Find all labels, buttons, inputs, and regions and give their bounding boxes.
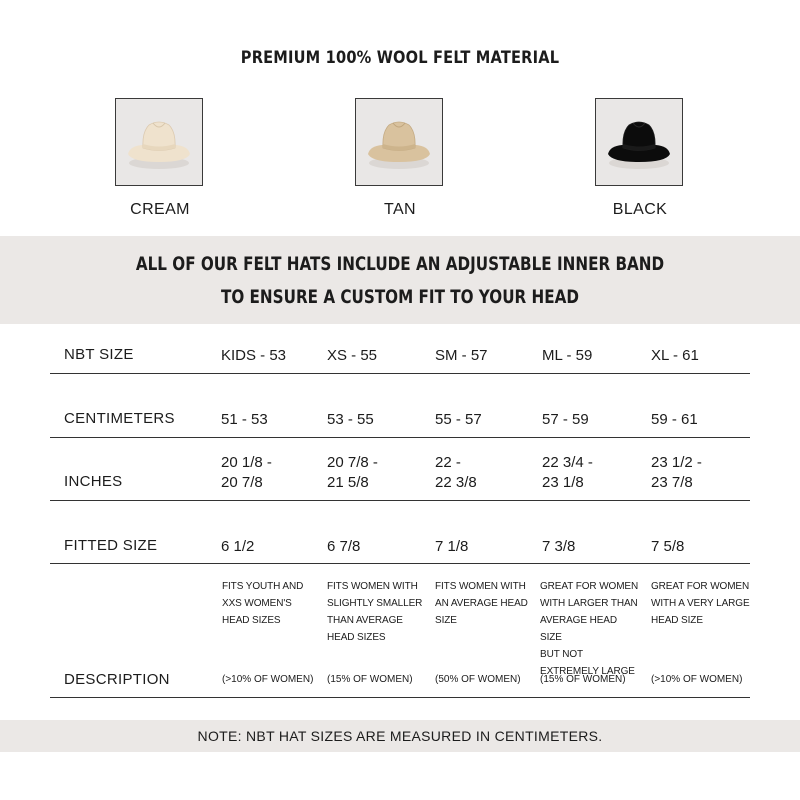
cell-nbt-size-xl: XL - 61	[651, 347, 699, 364]
row-label-description: DESCRIPTION	[64, 671, 170, 688]
fit-info-line-1: ALL OF OUR FELT HATS INCLUDE AN ADJUSTABLE INNER BAND	[135, 253, 665, 275]
fit-info-line-2: TO ENSURE A CUSTOM FIT TO YOUR HEAD	[220, 286, 580, 308]
cell-in-kids: 20 1/8 - 20 7/8	[221, 454, 272, 491]
cell-fit-xl: 7 5/8	[651, 538, 685, 555]
desc-ml: GREAT FOR WOMEN WITH LARGER THAN AVERAGE HEAD SIZE BUT NOT EXTREMELY LARGE	[540, 581, 639, 677]
cell-fit-ml: 7 3/8	[542, 538, 576, 555]
cell-in-sm: 22 - 22 3/8	[435, 454, 477, 491]
swatch-cream[interactable]	[115, 98, 203, 186]
cell-in-xl: 23 1/2 - 23 7/8	[651, 454, 702, 491]
note-text: NOTE: NBT HAT SIZES ARE MEASURED IN CENTIMETERS.	[197, 728, 603, 744]
swatch-tan[interactable]	[355, 98, 443, 186]
cell-nbt-size-ml: ML - 59	[542, 347, 593, 364]
table-divider	[50, 500, 750, 501]
swatch-black[interactable]	[595, 98, 683, 186]
table-divider	[50, 697, 750, 698]
cell-nbt-size-xs: XS - 55	[327, 347, 378, 364]
table-divider	[50, 373, 750, 374]
cell-fit-xs: 6 7/8	[327, 538, 361, 555]
desc-kids: FITS YOUTH AND XXS WOMEN'S HEAD SIZES	[222, 581, 304, 626]
note-band	[0, 720, 800, 752]
page-title: PREMIUM 100% WOOL FELT MATERIAL	[240, 48, 560, 68]
swatch-label-black: BLACK	[612, 201, 668, 218]
table-divider	[50, 437, 750, 438]
swatch-label-tan: TAN	[383, 201, 416, 218]
cell-fit-sm: 7 1/8	[435, 538, 469, 555]
swatch-label-cream: CREAM	[130, 201, 190, 218]
desc-xl: GREAT FOR WOMEN WITH A VERY LARGE HEAD SIZE	[651, 581, 750, 626]
row-label-inches: INCHES	[64, 473, 123, 490]
desc-sm: FITS WOMEN WITH AN AVERAGE HEAD SIZE	[435, 581, 528, 626]
cell-cm-ml: 57 - 59	[542, 411, 589, 428]
cell-in-ml: 22 3/4 - 23 1/8	[542, 454, 593, 491]
cell-nbt-size-kids: KIDS - 53	[221, 347, 287, 364]
cell-fit-kids: 6 1/2	[221, 538, 255, 555]
cell-cm-xl: 59 - 61	[651, 411, 698, 428]
pct-sm: (50% OF WOMEN)	[435, 674, 521, 685]
cell-nbt-size-sm: SM - 57	[435, 347, 488, 364]
row-label-nbt-size: NBT SIZE	[64, 346, 134, 363]
cell-cm-xs: 53 - 55	[327, 411, 374, 428]
fit-info-band	[0, 236, 800, 324]
row-label-fitted-size: FITTED SIZE	[64, 537, 158, 554]
table-divider	[50, 563, 750, 564]
pct-kids: (>10% OF WOMEN)	[222, 674, 314, 685]
hat-tan-icon	[356, 99, 442, 185]
cell-cm-kids: 51 - 53	[221, 411, 268, 428]
pct-xl: (>10% OF WOMEN)	[651, 674, 743, 685]
hat-black-icon	[596, 99, 682, 185]
row-label-centimeters: CENTIMETERS	[64, 410, 175, 427]
cell-cm-sm: 55 - 57	[435, 411, 482, 428]
pct-ml: (15% OF WOMEN)	[540, 674, 626, 685]
cell-in-xs: 20 7/8 - 21 5/8	[327, 454, 378, 491]
hat-cream-icon	[116, 99, 202, 185]
pct-xs: (15% OF WOMEN)	[327, 674, 413, 685]
desc-xs: FITS WOMEN WITH SLIGHTLY SMALLER THAN AVERAGE HEAD SIZES	[327, 581, 423, 643]
